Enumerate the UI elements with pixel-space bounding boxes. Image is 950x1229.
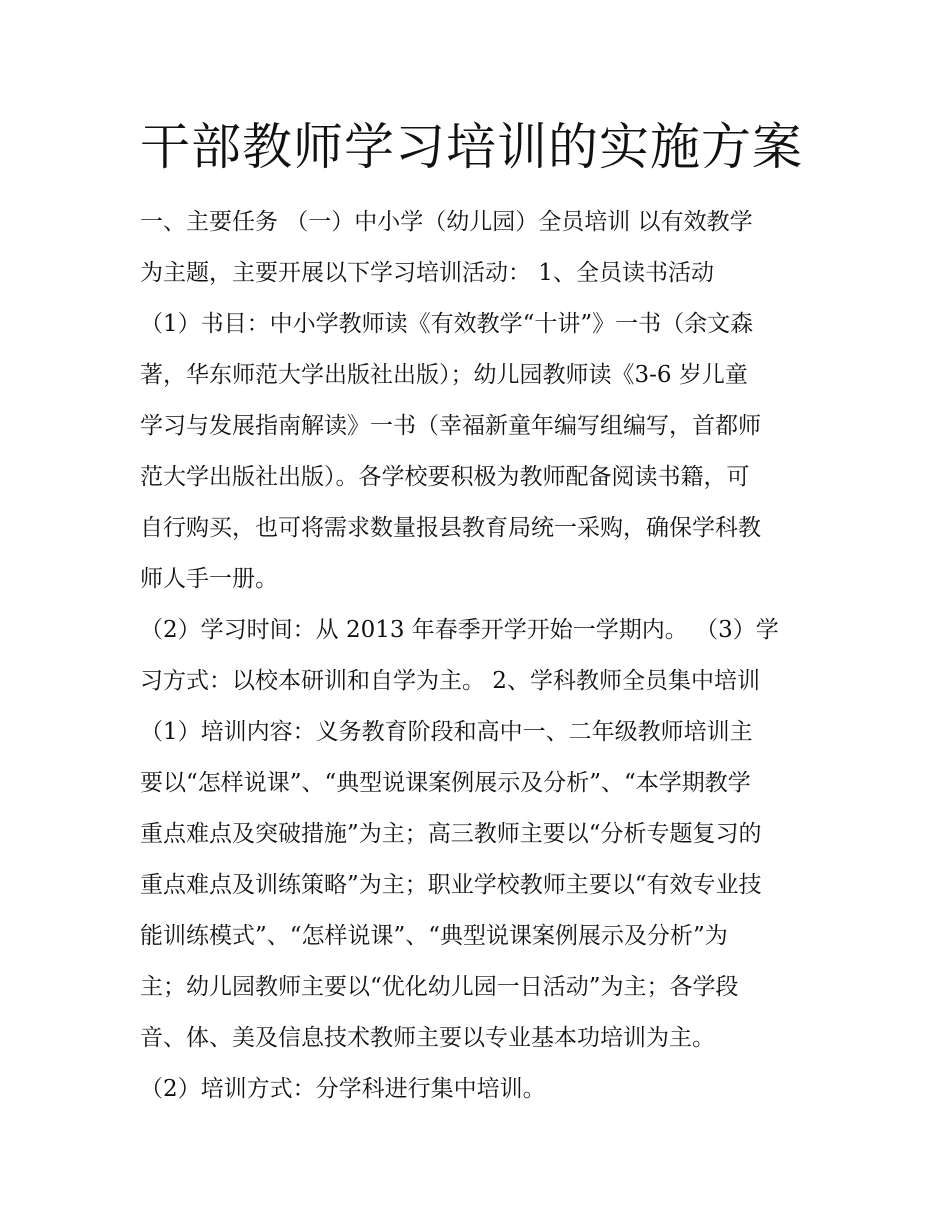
body-line: 习方式：以校本研训和自学为主。 2、学科教师全员集中培训 xyxy=(140,668,760,694)
body-line: 一、主要任务 （一）中小学（幼儿园）全员培训 以有效教学 xyxy=(140,209,753,235)
body-line: 要以“怎样说课”、“典型说课案例展示及分析”、“本学期教学 xyxy=(140,770,751,796)
body-line: 自行购买，也可将需求数量报县教育局统一采购，确保学科教 xyxy=(140,515,761,541)
body-line: （1）培训内容：义务教育阶段和高中一、二年级教师培训主 xyxy=(140,719,753,745)
body-line: 师人手一册。 xyxy=(140,566,278,592)
body-line: （2）学习时间：从 2013 年春季开学开始一学期内。 （3）学 xyxy=(140,617,779,643)
body-line: （1）书目：中小学教师读《有效教学“十讲”》一书（余文森 xyxy=(140,311,754,337)
body-line: 为主题，主要开展以下学习培训活动： 1、全员读书活动 xyxy=(140,260,714,286)
body-line: 主；幼儿园教师主要以“优化幼儿园一日活动”为主；各学段 xyxy=(140,974,739,1000)
body-line: 能训练模式”、“怎样说课”、“典型说课案例展示及分析”为 xyxy=(140,923,728,949)
body-line: 学习与发展指南解读》一书（幸福新童年编写组编写，首都师 xyxy=(140,413,761,439)
body-line: 重点难点及训练策略”为主；职业学校教师主要以“有效专业技 xyxy=(140,872,762,898)
body-line: 音、体、美及信息技术教师主要以专业基本功培训为主。 xyxy=(140,1025,715,1051)
body-line: 著，华东师范大学出版社出版）；幼儿园教师读《3-6 岁儿童 xyxy=(140,362,748,388)
body-line: 范大学出版社出版）。各学校要积极为教师配备阅读书籍，可 xyxy=(140,464,750,490)
document-body xyxy=(140,197,830,1115)
body-line: 重点难点及突破措施”为主；高三教师主要以“分析专题复习的 xyxy=(140,821,762,847)
document-title: 干部教师学习培训的实施方案 xyxy=(140,118,803,176)
body-line: （2）培训方式：分学科进行集中培训。 xyxy=(140,1076,546,1102)
